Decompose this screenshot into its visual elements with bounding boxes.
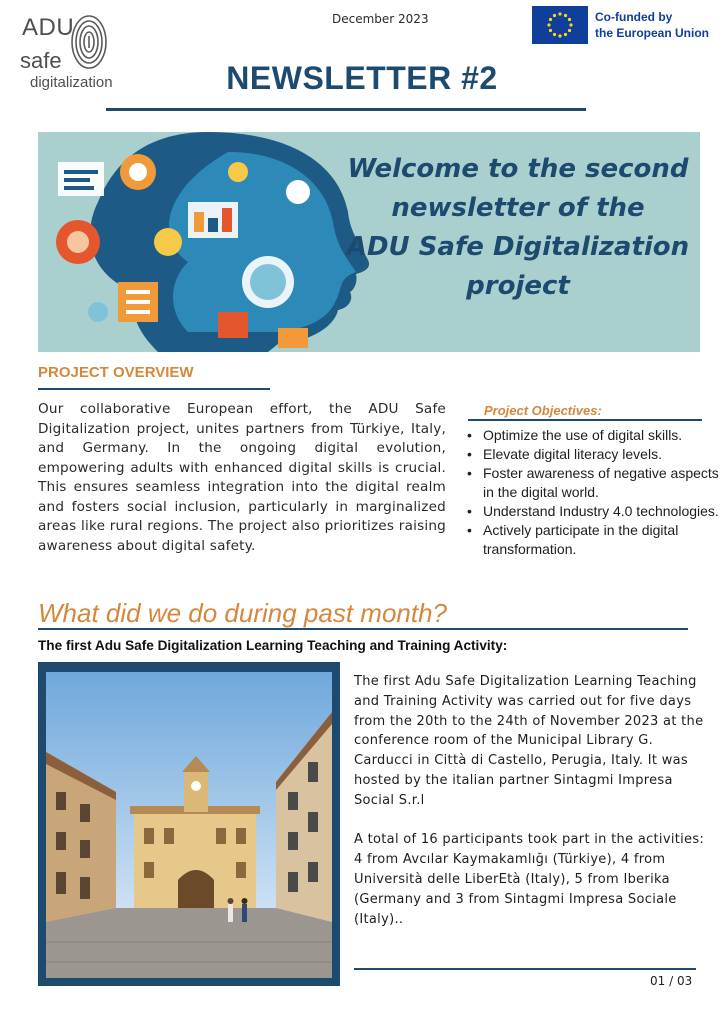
objective-item: • Actively participate in the digital transformation. [466, 521, 722, 559]
objectives-list [466, 426, 722, 559]
project-overview-heading: PROJECT OVERVIEW [38, 364, 194, 381]
town-square-image [46, 672, 332, 978]
logo-text-digitalization: digitalization [30, 74, 113, 91]
logo-text-adu: ADU [22, 14, 75, 41]
ltta-paragraph-1: The first Adu Safe Digitalization Learning Teaching and Training Activity was carried out for five days from the 20th to the 24th of November 2023 at the conference room of the Municipal Library G. Carducci in Città di Castello, Perugia, Italy. It was hosted by the italian partner Sintagmi Impresa Social S.r.l [354, 674, 704, 808]
page-number: 01 / 03 [650, 974, 693, 988]
town-square-photo [46, 672, 332, 978]
objective-item: • Optimize the use of digital skills. [466, 426, 722, 445]
newsletter-title: NEWSLETTER #2 [226, 60, 498, 96]
project-overview-text: Our collaborative European effort, the ADU Safe Digitalization project, unites partners from Türkiye, Italy, and Germany. In the ongoing digital evolution, empowering adults with enhanced digital skills is crucial. This ensures seamless integration into the digital realm and fosters social inclusion, particularly in marginalized areas like rural regions. The project also prioritizes raising awareness about digital safety. [38, 401, 446, 554]
past-month-divider [38, 628, 688, 630]
overview-divider [38, 388, 270, 390]
title-divider [106, 108, 586, 111]
objective-item: • Understand Industry 4.0 technologies. [466, 502, 722, 521]
welcome-heading: Welcome to the second newsletter of the ADU Safe Digitalization project [346, 154, 690, 301]
objective-item: • Foster awareness of negative aspects in the digital world. [466, 464, 722, 502]
footer-divider [354, 968, 696, 970]
logo-text-safe: safe [20, 48, 62, 73]
issue-date: December 2023 [332, 12, 429, 26]
ltta-description [354, 672, 716, 949]
eu-cofunded-text: Co-funded by the European Union [595, 10, 709, 40]
objective-item: • Elevate digital literacy levels. [466, 445, 722, 464]
objectives-divider [468, 419, 702, 421]
past-month-heading: What did we do during past month? [38, 598, 448, 628]
project-objectives-heading: Project Objectives: [484, 403, 602, 418]
ltta-paragraph-2: A total of 16 participants took part in the activities: 4 from Avcılar Kaymakamlığı (Türkiye), 4 from Università delle LiberEtà (Italy), 5 from Iberika (Germany and 3 from Sintagmi Impresa Sociale (Italy).. [354, 832, 705, 927]
eu-flag-icon [532, 6, 588, 44]
ltta-subheading: The first Adu Safe Digitalization Learning Teaching and Training Activity: [38, 638, 508, 653]
welcome-banner [38, 132, 700, 352]
eu-cofunded-badge [532, 6, 722, 46]
